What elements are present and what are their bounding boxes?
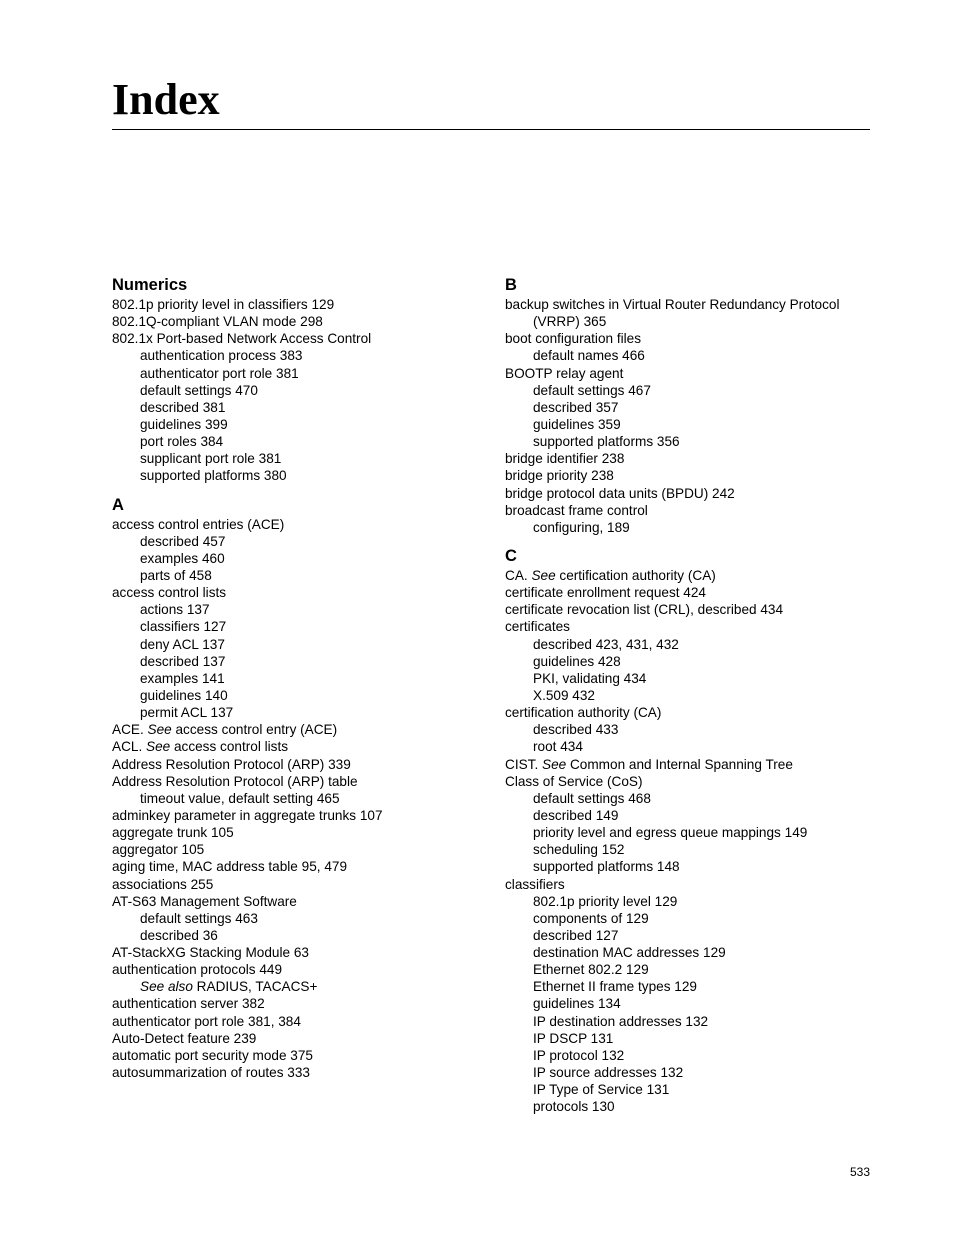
index-subentry xyxy=(505,636,870,653)
index-entry xyxy=(112,330,482,347)
entry-text: boot configuration files xyxy=(505,331,642,347)
entry-text: broadcast frame control xyxy=(505,502,648,518)
index-subentry xyxy=(505,670,870,687)
entry-text: default settings 468 xyxy=(533,790,651,806)
page-number: 533 xyxy=(850,1165,871,1179)
entry-text: classifiers xyxy=(505,876,565,892)
entry-text: IP DSCP 131 xyxy=(533,1030,614,1046)
entry-text: supported platforms 148 xyxy=(533,859,680,875)
entry-text: Address Resolution Protocol (ARP) table xyxy=(112,773,358,789)
entry-text: IP destination addresses 132 xyxy=(533,1013,709,1029)
entry-text: examples 460 xyxy=(140,550,225,566)
index-entry xyxy=(112,1013,482,1030)
entry-text: deny ACL 137 xyxy=(140,636,225,652)
entry-text: described 137 xyxy=(140,653,226,669)
index-entry xyxy=(505,773,870,790)
entry-text: 802.1p priority level in classifiers 129 xyxy=(112,297,335,312)
entry-text: described 36 xyxy=(140,927,218,943)
index-subentry xyxy=(505,1098,870,1115)
entry-text: automatic port security mode 375 xyxy=(112,1047,313,1063)
section-letter: C xyxy=(505,546,517,565)
index-subentry xyxy=(112,567,482,584)
index-entry xyxy=(112,858,482,875)
index-entry xyxy=(505,704,870,721)
entry-text: IP Type of Service 131 xyxy=(533,1082,670,1098)
index-entry xyxy=(112,876,482,893)
index-subentry xyxy=(505,382,870,399)
index-subentry xyxy=(505,790,870,807)
index-column-right xyxy=(505,274,870,1124)
entry-text: described 127 xyxy=(533,927,619,943)
cross-reference-label: See xyxy=(542,756,567,772)
entry-text: RADIUS, TACACS+ xyxy=(192,979,318,995)
entry-text: certificates xyxy=(505,619,570,635)
entry-text: authenticator port role 381 xyxy=(140,365,299,381)
index-entry xyxy=(112,296,482,313)
entry-text: authentication process 383 xyxy=(140,348,303,364)
entry-text: authentication protocols 449 xyxy=(112,962,283,978)
index-subentry xyxy=(112,365,482,382)
entry-text: described 457 xyxy=(140,533,226,549)
entry-text: autosummarization of routes 333 xyxy=(112,1065,310,1081)
index-subentry xyxy=(112,670,482,687)
index-subentry xyxy=(505,978,870,995)
entry-text: guidelines 134 xyxy=(533,996,621,1012)
entry-prefix: ACE. xyxy=(112,722,148,738)
index-entry xyxy=(112,893,482,910)
index-entry xyxy=(112,995,482,1012)
entry-text: access control entries (ACE) xyxy=(112,516,285,532)
index-entry xyxy=(112,313,482,330)
entry-prefix: CIST. xyxy=(505,756,543,772)
section-letter: B xyxy=(505,276,517,294)
entry-text: default names 466 xyxy=(533,348,645,364)
entry-text: default settings 467 xyxy=(533,382,651,398)
entry-text: guidelines 399 xyxy=(140,416,228,432)
entry-text: described 423, 431, 432 xyxy=(533,636,679,652)
index-subentry xyxy=(505,313,870,330)
entry-text: PKI, validating 434 xyxy=(533,670,647,686)
entry-prefix: CA. xyxy=(505,567,532,583)
index-subentry xyxy=(505,721,870,738)
index-section xyxy=(505,545,870,1116)
index-subentry xyxy=(505,961,870,978)
cross-reference-label: See also xyxy=(140,979,193,995)
index-entry xyxy=(112,584,482,601)
index-entry xyxy=(112,773,482,790)
section-letter: A xyxy=(112,495,124,514)
index-subentry xyxy=(505,858,870,875)
entry-text: Ethernet 802.2 129 xyxy=(533,962,649,978)
index-subentry xyxy=(112,704,482,721)
index-subentry xyxy=(112,433,482,450)
entry-text: (VRRP) 365 xyxy=(533,314,607,330)
section-letter: Numerics xyxy=(112,276,188,294)
index-entry xyxy=(112,841,482,858)
entry-text: access control lists xyxy=(170,739,289,755)
index-section xyxy=(112,274,482,485)
index-entry xyxy=(505,618,870,635)
index-subentry xyxy=(505,910,870,927)
entry-text: port roles 384 xyxy=(140,434,224,450)
cross-reference-label: See xyxy=(146,739,171,755)
entry-text: supplicant port role 381 xyxy=(140,451,282,467)
entry-text: Class of Service (CoS) xyxy=(505,773,643,789)
index-subentry xyxy=(112,653,482,670)
index-section xyxy=(505,274,870,536)
entry-text: supported platforms 356 xyxy=(533,434,680,450)
index-subentry xyxy=(112,467,482,484)
index-entry xyxy=(112,1030,482,1047)
entry-text: aging time, MAC address table 95, 479 xyxy=(112,859,348,875)
entry-text: aggregator 105 xyxy=(112,842,205,858)
entry-text: configuring, 189 xyxy=(533,519,630,535)
entry-text: components of 129 xyxy=(533,910,649,926)
cross-reference-label: See xyxy=(147,722,172,738)
entry-text: 802.1p priority level 129 xyxy=(533,893,678,909)
index-entry xyxy=(505,876,870,893)
index-section xyxy=(112,494,482,1082)
index-subentry xyxy=(505,433,870,450)
index-subentry xyxy=(112,399,482,416)
entry-text: aggregate trunk 105 xyxy=(112,825,234,841)
index-subentry xyxy=(505,1013,870,1030)
entry-text: Common and Internal Spanning Tree xyxy=(566,756,793,772)
index-entry xyxy=(505,584,870,601)
entry-text: certificate revocation list (CRL), described 434 xyxy=(505,602,784,618)
index-subentry xyxy=(112,910,482,927)
index-entry xyxy=(112,1064,482,1081)
entry-text: 802.1Q-compliant VLAN mode 298 xyxy=(112,314,323,330)
index-subentry xyxy=(505,824,870,841)
entry-prefix: ACL. xyxy=(112,739,146,755)
index-entry xyxy=(505,601,870,618)
index-subentry xyxy=(505,1064,870,1081)
index-entry xyxy=(505,330,870,347)
index-subentry xyxy=(505,687,870,704)
entry-text: AT-S63 Management Software xyxy=(112,893,297,909)
title-rule xyxy=(112,129,870,130)
entry-text: 802.1x Port-based Network Access Control xyxy=(112,331,372,347)
index-subentry xyxy=(505,1081,870,1098)
entry-text: actions 137 xyxy=(140,602,210,618)
entry-text: timeout value, default setting 465 xyxy=(140,790,340,806)
entry-text: scheduling 152 xyxy=(533,842,625,858)
index-subentry xyxy=(112,618,482,635)
index-subentry xyxy=(112,601,482,618)
entry-text: guidelines 140 xyxy=(140,687,228,703)
entry-text: parts of 458 xyxy=(140,567,212,583)
index-entry xyxy=(505,502,870,519)
entry-text: bridge priority 238 xyxy=(505,468,614,484)
index-subentry xyxy=(112,687,482,704)
entry-text: access control entry (ACE) xyxy=(171,722,338,738)
index-entry xyxy=(112,807,482,824)
entry-text: guidelines 359 xyxy=(533,416,621,432)
index-entry xyxy=(112,516,482,533)
index-subentry xyxy=(112,636,482,653)
index-subentry xyxy=(112,533,482,550)
index-subentry xyxy=(505,807,870,824)
index-subentry xyxy=(505,1030,870,1047)
entry-text: permit ACL 137 xyxy=(140,705,234,721)
index-subentry xyxy=(505,893,870,910)
index-subentry xyxy=(112,790,482,807)
index-subentry xyxy=(505,927,870,944)
index-subentry xyxy=(112,927,482,944)
entry-text: described 149 xyxy=(533,807,619,823)
entry-text: described 381 xyxy=(140,399,226,415)
entry-text: supported platforms 380 xyxy=(140,468,287,484)
entry-text: examples 141 xyxy=(140,670,225,686)
index-entry xyxy=(505,296,870,313)
cross-reference-label: See xyxy=(531,567,556,583)
entry-text: IP source addresses 132 xyxy=(533,1065,684,1081)
index-subentry xyxy=(112,450,482,467)
index-subentry xyxy=(505,653,870,670)
entry-text: authentication server 382 xyxy=(112,996,265,1012)
entry-text: Auto-Detect feature 239 xyxy=(112,1030,257,1046)
entry-text: default settings 470 xyxy=(140,382,258,398)
entry-text: default settings 463 xyxy=(140,910,258,926)
index-entry xyxy=(112,756,482,773)
entry-text: BOOTP relay agent xyxy=(505,365,624,381)
index-subentry xyxy=(505,1047,870,1064)
entry-text: associations 255 xyxy=(112,876,214,892)
entry-text: X.509 432 xyxy=(533,687,595,703)
entry-text: bridge protocol data units (BPDU) 242 xyxy=(505,485,735,501)
entry-text: Ethernet II frame types 129 xyxy=(533,979,697,995)
index-entry xyxy=(112,961,482,978)
entry-text: adminkey parameter in aggregate trunks 107 xyxy=(112,807,383,823)
entry-text: access control lists xyxy=(112,585,227,601)
entry-text: authenticator port role 381, 384 xyxy=(112,1013,301,1029)
entry-text: Address Resolution Protocol (ARP) 339 xyxy=(112,756,351,772)
index-entry xyxy=(112,721,482,738)
index-entry xyxy=(112,1047,482,1064)
page-title: Index xyxy=(112,75,220,124)
index-entry xyxy=(112,824,482,841)
index-subentry xyxy=(505,841,870,858)
entry-text: bridge identifier 238 xyxy=(505,451,625,467)
entry-text: destination MAC addresses 129 xyxy=(533,945,726,961)
index-subentry xyxy=(505,944,870,961)
index-subentry xyxy=(505,519,870,536)
index-subentry xyxy=(505,416,870,433)
index-entry xyxy=(505,450,870,467)
index-subentry xyxy=(112,416,482,433)
index-entry xyxy=(505,485,870,502)
entry-text: backup switches in Virtual Router Redundancy Protocol xyxy=(505,297,840,312)
index-entry xyxy=(112,738,482,755)
index-column-left xyxy=(112,274,482,1090)
entry-text: guidelines 428 xyxy=(533,653,621,669)
index-subentry xyxy=(112,347,482,364)
index-subentry xyxy=(112,978,482,995)
entry-text: certification authority (CA) xyxy=(505,705,662,721)
index-subentry xyxy=(112,550,482,567)
entry-text: certification authority (CA) xyxy=(555,567,716,583)
entry-text: IP protocol 132 xyxy=(533,1047,625,1063)
index-entry xyxy=(505,467,870,484)
index-entry xyxy=(505,756,870,773)
entry-text: described 357 xyxy=(533,399,619,415)
entry-text: classifiers 127 xyxy=(140,619,227,635)
entry-text: certificate enrollment request 424 xyxy=(505,585,706,601)
entry-text: described 433 xyxy=(533,722,619,738)
index-entry xyxy=(112,944,482,961)
index-subentry xyxy=(505,995,870,1012)
entry-text: AT-StackXG Stacking Module 63 xyxy=(112,945,309,961)
index-entry xyxy=(505,365,870,382)
entry-text: protocols 130 xyxy=(533,1099,615,1115)
index-subentry xyxy=(505,738,870,755)
entry-text: priority level and egress queue mappings 149 xyxy=(533,825,808,841)
entry-text: root 434 xyxy=(533,739,583,755)
index-entry xyxy=(505,567,870,584)
index-subentry xyxy=(505,347,870,364)
index-subentry xyxy=(112,382,482,399)
index-subentry xyxy=(505,399,870,416)
